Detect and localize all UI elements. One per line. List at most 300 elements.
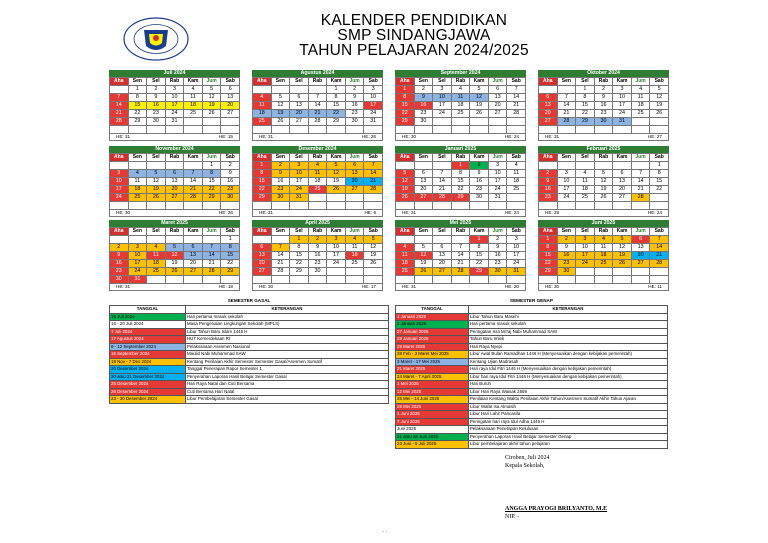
day-cell: 12: [650, 94, 669, 102]
col-header-desc: KETERANGAN: [186, 306, 389, 314]
weekday-header: Rab: [451, 154, 470, 162]
footer-dots: . .: [383, 528, 388, 534]
day-cell: 14: [507, 94, 526, 102]
day-cell: 27: [414, 194, 433, 202]
legend-date: 21 atau 28 Juni 2025: [396, 433, 469, 441]
day-cell: 7: [631, 170, 650, 178]
day-cell: 9: [414, 94, 433, 102]
day-cell: 16: [539, 186, 558, 194]
weekday-header: Rab: [308, 78, 327, 86]
day-cell: 25: [396, 268, 415, 276]
day-cell: 21: [308, 110, 327, 118]
day-cell: 11: [308, 170, 327, 178]
day-cell: 9: [557, 244, 576, 252]
effective-days-row: HE: 31 HE: 6: [252, 210, 383, 217]
day-cell-empty: [308, 202, 327, 210]
day-cell: 31: [507, 268, 526, 276]
day-cell-empty: [557, 202, 576, 210]
day-cell-empty: [184, 236, 203, 244]
day-cell: 8: [253, 170, 272, 178]
week-row: [110, 252, 240, 260]
day-cell: 29: [470, 268, 489, 276]
week-row: [396, 186, 526, 194]
weekday-header: Sel: [147, 228, 166, 236]
month-calendar: [538, 220, 669, 291]
weekday-header: Sab: [364, 154, 383, 162]
day-cell: 13: [433, 252, 452, 260]
legend-row: [110, 373, 389, 381]
day-cell: 3: [128, 244, 147, 252]
week-row: [110, 244, 240, 252]
day-cell-empty: [290, 202, 309, 210]
weekday-header: Kam: [470, 228, 489, 236]
day-cell: 5: [594, 170, 613, 178]
day-cell-empty: [470, 276, 489, 284]
day-cell-empty: [613, 202, 632, 210]
week-row: [396, 276, 526, 284]
effective-days-row: HE: 30 HE: 24: [395, 134, 526, 141]
day-cell: 2: [414, 86, 433, 94]
legend-description: Libur Tahun Baru Islam 1446 H: [186, 328, 389, 336]
day-cell-empty: [128, 126, 147, 134]
legend-caption: SEMESTER GENAP: [510, 298, 553, 303]
day-cell: 6: [433, 244, 452, 252]
day-cell: 26: [364, 260, 383, 268]
legend-description: Libur Pembelajaran Semester Gasal: [186, 396, 389, 404]
day-cell-empty: [557, 126, 576, 134]
week-row: [396, 268, 526, 276]
day-cell-empty: [539, 202, 558, 210]
legend-row: [110, 343, 389, 351]
day-cell-empty: [165, 236, 184, 244]
weekday-header: Sen: [271, 154, 290, 162]
week-row: [110, 276, 240, 284]
legend-date: 23 Juni - 5 Juli 2025: [396, 441, 469, 449]
day-cell: 14: [271, 252, 290, 260]
day-cell: 27: [613, 194, 632, 202]
day-cell: 13: [488, 94, 507, 102]
legend-row: [110, 328, 389, 336]
day-cell: 4: [147, 244, 166, 252]
legend-date: 29 Mei 2025: [396, 403, 469, 411]
day-cell: 31: [290, 194, 309, 202]
day-cell: 15: [253, 178, 272, 186]
day-cell: 12: [364, 244, 383, 252]
weekday-header: Rab: [594, 228, 613, 236]
day-cell: 4: [631, 86, 650, 94]
month-calendar: [252, 220, 383, 291]
day-cell-empty: [576, 268, 595, 276]
day-cell: 3: [613, 86, 632, 94]
day-cell: 15: [202, 178, 221, 186]
legend-description: Pelaksanaan Penetapan Kelulusan: [469, 426, 668, 434]
week-row: [396, 178, 526, 186]
day-cell: 22: [539, 260, 558, 268]
day-cell: 5: [396, 170, 415, 178]
day-cell: 30: [345, 118, 364, 126]
weekday-header: Sab: [221, 154, 240, 162]
day-cell: 3: [507, 236, 526, 244]
day-cell: 4: [345, 236, 364, 244]
day-cell: 21: [507, 102, 526, 110]
day-cell: 28: [202, 268, 221, 276]
col-header-date: TANGGAL: [396, 306, 469, 314]
day-cell-empty: [364, 126, 383, 134]
day-cell: 22: [451, 186, 470, 194]
legend-row: [396, 343, 668, 351]
day-cell: 23: [308, 260, 327, 268]
week-row: [396, 244, 526, 252]
weekday-header: Kam: [613, 154, 632, 162]
day-cell: 20: [290, 110, 309, 118]
day-cell-empty: [631, 162, 650, 170]
legend-date: 25 Desember 2024: [110, 381, 186, 389]
legend-description: Hari raya Idul Fitri 1446 H (Menyesuaikan dengan kebijakan pemerintah): [469, 366, 668, 374]
day-cell: 21: [184, 186, 203, 194]
day-cell: 31: [613, 118, 632, 126]
week-row: [110, 194, 240, 202]
day-cell-empty: [650, 126, 669, 134]
week-row: [110, 236, 240, 244]
day-cell: 11: [631, 94, 650, 102]
day-cell: 19: [364, 252, 383, 260]
day-cell-empty: [147, 202, 166, 210]
day-cell-empty: [327, 126, 346, 134]
day-cell: 26: [271, 118, 290, 126]
day-cell-empty: [128, 202, 147, 210]
day-cell: 20: [433, 260, 452, 268]
day-cell-empty: [488, 118, 507, 126]
day-cell: 6: [290, 94, 309, 102]
weekday-header: Aha: [110, 78, 129, 86]
weekday-header: Jum: [202, 228, 221, 236]
day-cell: 18: [308, 178, 327, 186]
day-cell-empty: [650, 194, 669, 202]
day-cell: 10: [557, 178, 576, 186]
legend-date: 23 - 30 Desember 2024: [110, 396, 186, 404]
day-cell: 8: [128, 94, 147, 102]
week-row: [539, 236, 669, 244]
week-row: [396, 162, 526, 170]
week-row: [253, 94, 383, 102]
day-cell: 17: [364, 102, 383, 110]
day-cell: 21: [557, 110, 576, 118]
day-cell: 4: [594, 236, 613, 244]
signature-name: ANGGA PRAYOGI BRILYANTO, M.E: [505, 506, 608, 512]
day-cell-empty: [414, 202, 433, 210]
day-cell: 29: [202, 194, 221, 202]
day-cell: 19: [327, 178, 346, 186]
week-row: [396, 260, 526, 268]
legend-description: Hari Raya Natal dan Cuti Bersama: [186, 381, 389, 389]
day-cell: 29: [327, 118, 346, 126]
day-cell-empty: [110, 236, 129, 244]
day-cell: 25: [631, 110, 650, 118]
day-cell-empty: [631, 276, 650, 284]
day-cell: 2: [221, 162, 240, 170]
week-row: [253, 194, 383, 202]
weekday-header: Aha: [110, 154, 129, 162]
day-cell: 17: [488, 178, 507, 186]
day-cell: 25: [184, 110, 203, 118]
day-cell: 5: [147, 170, 166, 178]
day-cell: 26: [594, 194, 613, 202]
day-cell: 26: [414, 268, 433, 276]
week-row: [253, 170, 383, 178]
weekday-header: Sel: [290, 154, 309, 162]
legend-date: 15 - 20 Juli 2024: [110, 321, 186, 329]
day-cell: 15: [128, 102, 147, 110]
day-cell: 10: [128, 252, 147, 260]
day-cell: 1: [290, 236, 309, 244]
day-cell-empty: [271, 86, 290, 94]
day-cell: 16: [110, 260, 129, 268]
week-row: [539, 260, 669, 268]
day-cell: 6: [631, 236, 650, 244]
weekday-header: Sen: [557, 78, 576, 86]
legend-row: [396, 433, 668, 441]
day-cell: 18: [451, 102, 470, 110]
legend-date: 12 Mei 2025: [396, 388, 469, 396]
day-cell: 19: [147, 186, 166, 194]
day-cell: 15: [650, 178, 669, 186]
day-cell: 10: [576, 244, 595, 252]
day-cell: 19: [165, 260, 184, 268]
day-cell-empty: [488, 126, 507, 134]
day-cell: 7: [110, 94, 129, 102]
weekday-header: Aha: [110, 228, 129, 236]
legend-row: [396, 441, 668, 449]
day-cell-empty: [110, 162, 129, 170]
day-cell: 30: [557, 268, 576, 276]
week-row: [396, 118, 526, 126]
day-cell: 2: [110, 244, 129, 252]
day-cell-empty: [594, 276, 613, 284]
day-cell: 3: [165, 86, 184, 94]
legend-date: 18 Nov - 7 Des 2024: [110, 358, 186, 366]
day-cell: 16: [557, 252, 576, 260]
day-cell-empty: [594, 126, 613, 134]
month-name: Oktober 2024: [538, 70, 669, 77]
day-cell-empty: [128, 236, 147, 244]
day-cell-empty: [650, 276, 669, 284]
day-cell-empty: [433, 236, 452, 244]
day-cell: 12: [271, 102, 290, 110]
day-cell: 7: [507, 86, 526, 94]
weekday-header: Rab: [165, 228, 184, 236]
day-cell-empty: [165, 276, 184, 284]
day-cell: 4: [184, 86, 203, 94]
day-cell: 16: [470, 178, 489, 186]
weekday-header: Rab: [165, 154, 184, 162]
day-cell: 13: [631, 244, 650, 252]
legend-row: [110, 388, 389, 396]
day-cell: 15: [290, 252, 309, 260]
week-row: [539, 194, 669, 202]
day-cell: 17: [557, 186, 576, 194]
day-cell: 20: [488, 102, 507, 110]
day-cell: 7: [364, 162, 383, 170]
effective-days-row: HE: 31 HE: 18: [109, 284, 240, 291]
day-cell: 8: [202, 170, 221, 178]
day-cell: 3: [576, 236, 595, 244]
day-cell-empty: [221, 126, 240, 134]
month-name: November 2024: [109, 146, 240, 153]
day-cell: 13: [253, 252, 272, 260]
day-cell-empty: [451, 118, 470, 126]
legend-date: 20 atau 21 Desember 2024: [110, 373, 186, 381]
day-cell: 15: [451, 178, 470, 186]
day-cell-empty: [202, 276, 221, 284]
day-cell: 1: [539, 236, 558, 244]
week-row: [110, 126, 240, 134]
day-cell: 24: [576, 260, 595, 268]
day-cell: 29: [451, 194, 470, 202]
day-cell: 4: [451, 86, 470, 94]
day-cell: 2: [271, 162, 290, 170]
week-row: [539, 268, 669, 276]
day-cell: 7: [650, 236, 669, 244]
day-cell: 20: [184, 260, 203, 268]
col-header-desc: KETERANGAN: [469, 306, 668, 314]
week-row: [253, 202, 383, 210]
day-cell: 23: [147, 110, 166, 118]
legend-description: Libur Hari Raya Waisak 2569: [469, 388, 668, 396]
day-cell: 22: [327, 110, 346, 118]
legend-description: Kentang Penilaian Akhir Semester Semester Gasal/Asesmen Sumatif: [186, 358, 389, 366]
week-row: [110, 268, 240, 276]
day-cell: 13: [414, 178, 433, 186]
day-cell: 6: [613, 170, 632, 178]
day-cell: 24: [364, 110, 383, 118]
day-cell-empty: [576, 162, 595, 170]
legend-date: 9 - 12 September 2024: [110, 343, 186, 351]
month-calendar: [252, 70, 383, 141]
legend-row: [110, 366, 389, 374]
effective-days-row: HE: 31 HE: 27: [538, 134, 669, 141]
legend-date: 26 Desember 2024: [110, 388, 186, 396]
day-cell-empty: [396, 236, 415, 244]
day-cell: 20: [631, 252, 650, 260]
title-line-1: KALENDER PENDIDIKAN: [320, 12, 508, 29]
weekday-header: Sen: [271, 78, 290, 86]
day-cell: 15: [327, 102, 346, 110]
day-cell: 10: [488, 170, 507, 178]
day-cell-empty: [221, 118, 240, 126]
weekday-header: Kam: [327, 154, 346, 162]
legend-description: Peringatan Isra Mi'raj Nabi Muhammad SAW: [469, 328, 668, 336]
day-cell-empty: [345, 276, 364, 284]
day-cell: 29: [576, 118, 595, 126]
day-cell: 28: [308, 118, 327, 126]
legend-row: [396, 336, 668, 344]
day-cell: 19: [470, 102, 489, 110]
weekday-header: Kam: [327, 78, 346, 86]
day-cell: 6: [253, 244, 272, 252]
day-cell: 24: [613, 110, 632, 118]
day-cell: 12: [613, 244, 632, 252]
week-row: [539, 170, 669, 178]
day-cell: 5: [271, 94, 290, 102]
day-cell-empty: [202, 118, 221, 126]
legend-row: [110, 321, 389, 329]
day-cell: 5: [364, 236, 383, 244]
day-cell-empty: [507, 194, 526, 202]
day-cell-empty: [451, 276, 470, 284]
day-cell-empty: [631, 268, 650, 276]
weekday-header: Jum: [631, 228, 650, 236]
legend-row: [396, 411, 668, 419]
day-cell: 21: [202, 260, 221, 268]
effective-days-row: HE: 30 HE: 26: [109, 210, 240, 217]
day-cell: 20: [539, 110, 558, 118]
week-row: [396, 126, 526, 134]
day-cell-empty: [271, 236, 290, 244]
day-cell: 17: [128, 260, 147, 268]
weekday-header: Kam: [327, 228, 346, 236]
legend-date: 20 Desember 2024: [110, 366, 186, 374]
week-row: [110, 94, 240, 102]
day-cell-empty: [184, 202, 203, 210]
legend-row: [396, 373, 668, 381]
week-row: [253, 186, 383, 194]
day-cell: 29: [396, 118, 415, 126]
week-row: [110, 170, 240, 178]
day-cell: 6: [221, 86, 240, 94]
legend-description: Hari Buruh: [469, 381, 668, 389]
weekday-header: Aha: [539, 228, 558, 236]
legend-row: [110, 396, 389, 404]
day-cell: 3: [290, 162, 309, 170]
day-cell-empty: [631, 118, 650, 126]
day-cell: 12: [327, 170, 346, 178]
legend-description: Tanggal Penerapan Rapor Semester 1: [186, 366, 389, 374]
day-cell: 14: [202, 252, 221, 260]
day-cell: 9: [488, 244, 507, 252]
day-cell: 27: [253, 268, 272, 276]
day-cell: 7: [451, 244, 470, 252]
effective-days-row: HE: 31 HE: 26: [252, 134, 383, 141]
day-cell-empty: [433, 126, 452, 134]
day-cell: 13: [345, 170, 364, 178]
week-row: [253, 276, 383, 284]
weekday-header: Sab: [221, 78, 240, 86]
day-cell: 11: [253, 102, 272, 110]
legend-row: [396, 321, 668, 329]
legend-row: [110, 358, 389, 366]
day-cell: 4: [507, 162, 526, 170]
day-cell: 12: [594, 178, 613, 186]
day-cell-empty: [507, 126, 526, 134]
day-cell: 26: [613, 260, 632, 268]
day-cell-empty: [327, 276, 346, 284]
day-cell: 21: [110, 110, 129, 118]
day-cell: 15: [539, 252, 558, 260]
effective-days-row: HE: 31 HE: 24: [395, 210, 526, 217]
day-cell-empty: [414, 126, 433, 134]
day-cell: 29: [539, 268, 558, 276]
day-cell-empty: [557, 162, 576, 170]
week-row: [396, 102, 526, 110]
day-cell: 16: [345, 102, 364, 110]
day-cell-empty: [165, 202, 184, 210]
day-cell: 18: [147, 260, 166, 268]
legend-row: [396, 403, 668, 411]
day-cell: 27: [221, 110, 240, 118]
day-cell: 25: [308, 186, 327, 194]
signature-role: Kepala Sekolah,: [505, 463, 545, 469]
day-cell-empty: [451, 202, 470, 210]
